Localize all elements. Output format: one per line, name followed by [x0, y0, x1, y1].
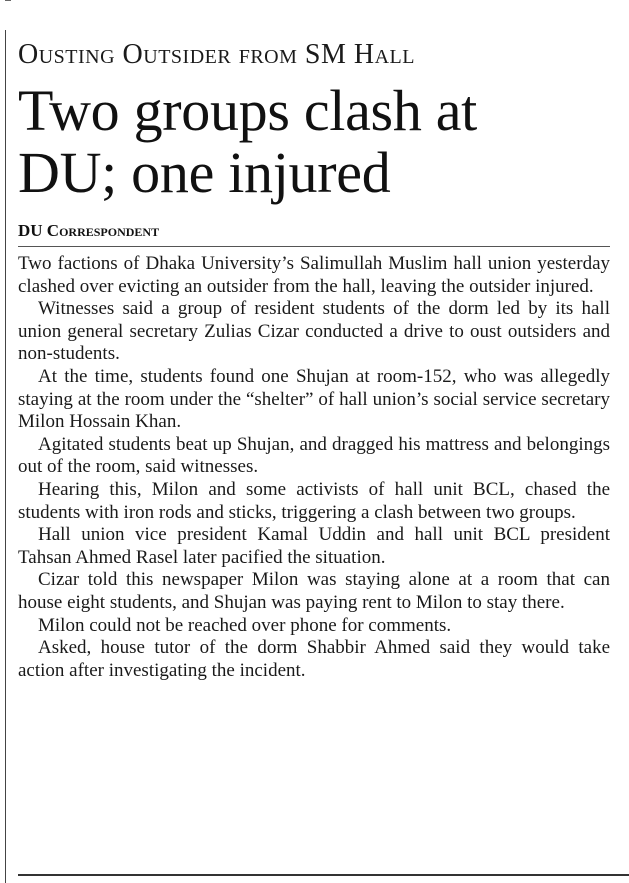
paragraph: Agitated students beat up Shujan, and dragged his mattress and belongings out of the room, said witnesses. [18, 433, 610, 478]
headline-line-1: Two groups clash at [18, 78, 477, 143]
paragraph: Milon could not be reached over phone for comments. [38, 614, 452, 636]
paragraph: Witnesses said a group of resident students of the dorm led by its hall union general secretary Zulias Cizar conducted a drive to oust outsiders and non-students. [18, 298, 610, 365]
byline-divider [18, 246, 610, 247]
paragraph: Cizar told this newspaper Milon was staying alone at a room that can house eight students, and Shujan was paying rent to Milon to stay there. [18, 569, 610, 613]
paragraph: Two factions of Dhaka University’s Salimullah Muslim hall union yesterday clashed over evicting an outsider from the hall, leaving the outsider injured. [18, 253, 610, 297]
headline [18, 80, 610, 204]
paragraph: At the time, students found one Shujan at room-152, who was allegedly staying at the room under the “shelter” of hall union’s social service secretary Milon Hossain Khan. [18, 365, 610, 433]
paragraph: Hearing this, Milon and some activists of hall unit BCL, chased the students with iron rods and sticks, triggering a clash between two groups. [18, 478, 610, 523]
kicker: Ousting Outsider from SM Hall [18, 39, 415, 70]
byline: DU Correspondent [18, 221, 160, 240]
headline-line-2: DU; one injured [18, 140, 391, 205]
news-article [18, 38, 610, 682]
paragraph: Asked, house tutor of the dorm Shabbir Ahmed said they would take action after investigating the incident. [18, 637, 610, 681]
paragraph: Hall union vice president Kamal Uddin and hall unit BCL president Tahsan Ahmed Rasel later pacified the situation. [18, 524, 610, 568]
frame-corner-rule [5, 0, 11, 1]
bottom-divider [18, 874, 629, 876]
column-left-rule [5, 30, 6, 883]
article-body [18, 253, 610, 682]
